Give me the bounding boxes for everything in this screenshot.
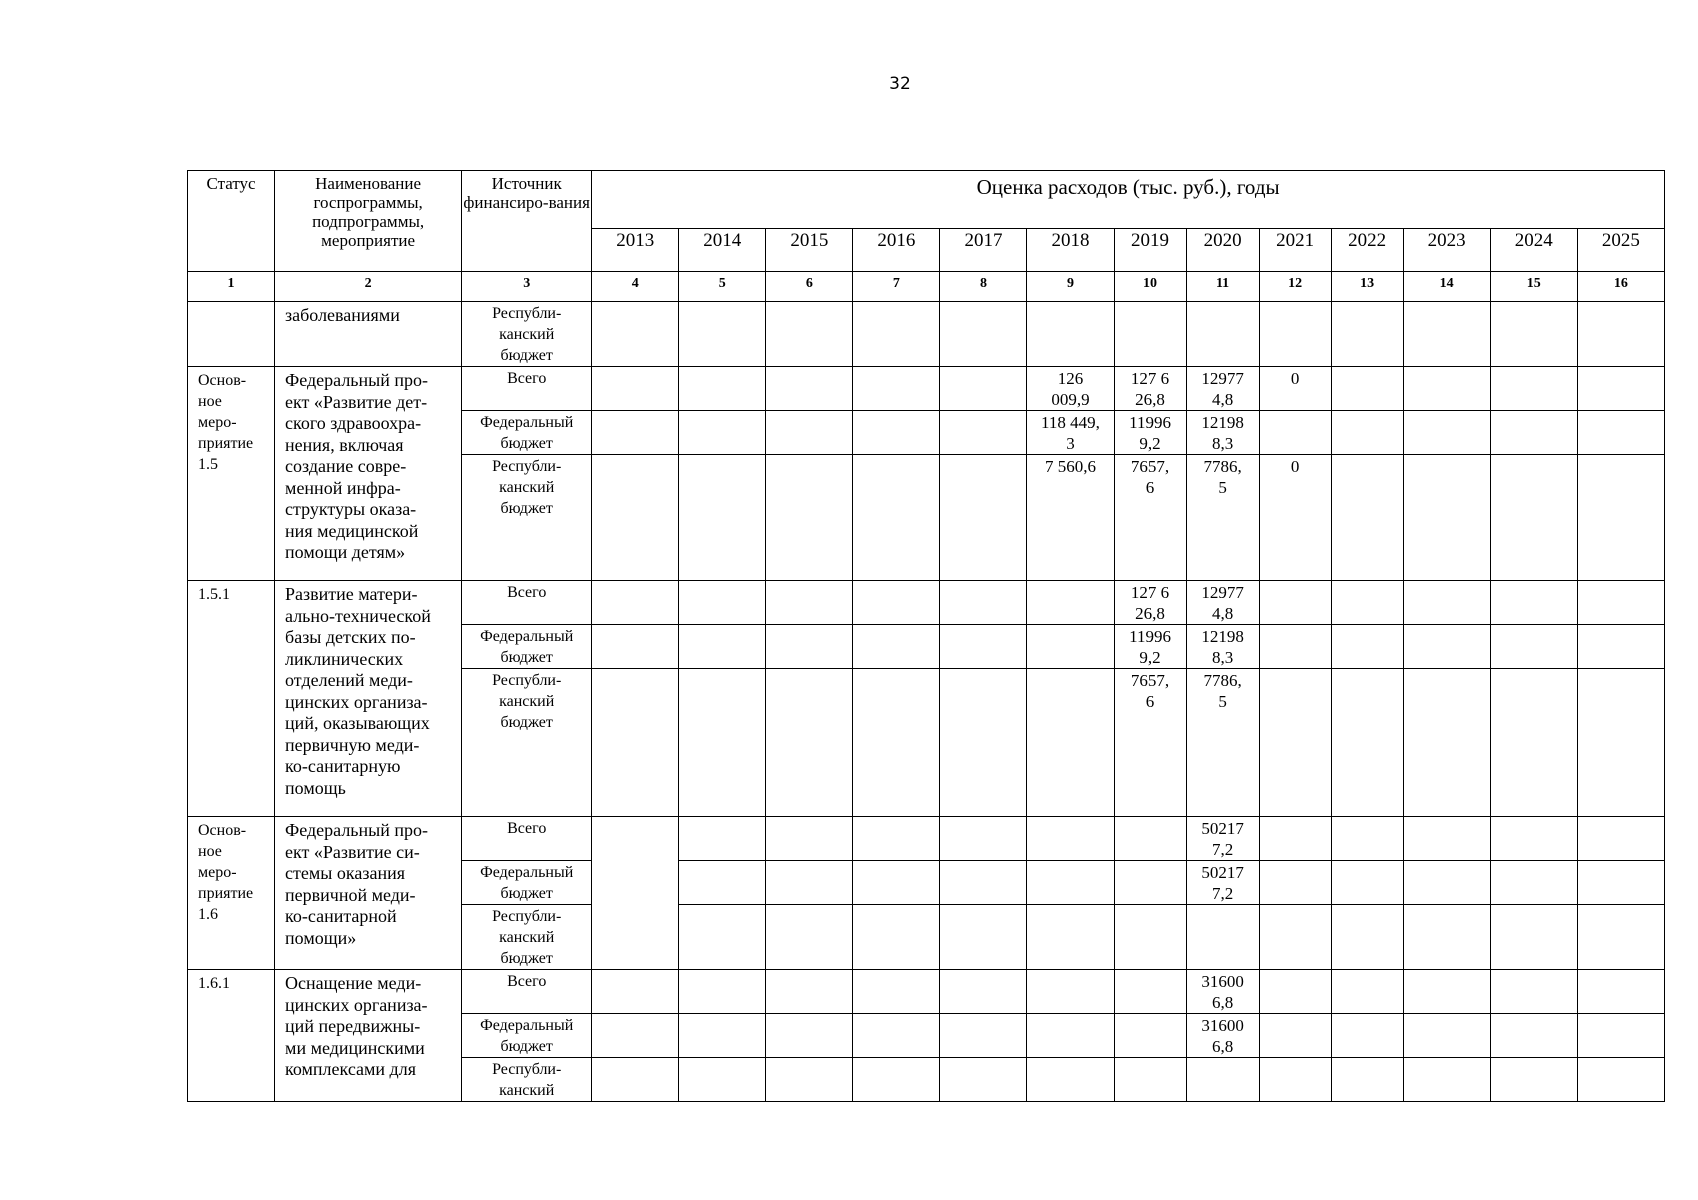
- value-cell: [853, 302, 940, 367]
- value-cell: [940, 411, 1027, 455]
- value-cell: [853, 411, 940, 455]
- value-cell: [1403, 455, 1490, 581]
- value-cell: 11996 9,2: [1114, 625, 1186, 669]
- funding-source-cell: Республи- канский бюджет: [462, 669, 592, 817]
- value-cell: [1259, 817, 1331, 861]
- value-cell: [1403, 1058, 1490, 1102]
- expenditure-table: [187, 170, 1665, 1102]
- value-cell: [766, 1014, 853, 1058]
- value-cell: [1259, 905, 1331, 970]
- value-cell: [853, 367, 940, 411]
- value-cell: [592, 411, 679, 455]
- value-cell: [1186, 302, 1259, 367]
- value-cell: [1490, 905, 1577, 970]
- value-cell: [679, 1058, 766, 1102]
- value-cell: [940, 581, 1027, 625]
- value-cell: [679, 669, 766, 817]
- value-cell: [1490, 669, 1577, 817]
- header-row-1: [188, 171, 1665, 229]
- funding-source-cell: Республи- канский бюджет: [462, 302, 592, 367]
- column-number-cell: 10: [1114, 272, 1186, 302]
- value-cell: [1490, 367, 1577, 411]
- value-cell: 12977 4,8: [1186, 581, 1259, 625]
- value-cell: [940, 367, 1027, 411]
- year-header-cell: 2022: [1331, 229, 1403, 272]
- value-cell: [1403, 367, 1490, 411]
- value-cell: [1403, 970, 1490, 1014]
- funding-source-cell: Всего: [462, 970, 592, 1014]
- value-cell: [1331, 970, 1403, 1014]
- value-cell: [766, 411, 853, 455]
- year-header-cell: 2018: [1027, 229, 1114, 272]
- value-cell: [1490, 1058, 1577, 1102]
- column-number-row: [188, 272, 1665, 302]
- value-cell: [1331, 861, 1403, 905]
- funding-source-cell: Федеральный бюджет: [462, 625, 592, 669]
- value-cell: [766, 302, 853, 367]
- value-cell: [1186, 905, 1259, 970]
- value-cell: [1259, 302, 1331, 367]
- value-cell: [1490, 581, 1577, 625]
- value-cell: [1577, 1014, 1664, 1058]
- value-cell: [853, 905, 940, 970]
- value-cell: [592, 367, 679, 411]
- value-cell: [592, 625, 679, 669]
- value-cell: [1259, 1058, 1331, 1102]
- value-cell: [1027, 581, 1114, 625]
- value-cell: [1403, 625, 1490, 669]
- value-cell: [679, 625, 766, 669]
- funding-source-cell: Федеральный бюджет: [462, 1014, 592, 1058]
- value-cell: 7 560,6: [1027, 455, 1114, 581]
- value-cell: [1577, 669, 1664, 817]
- value-cell: [1403, 905, 1490, 970]
- column-number-cell: 16: [1577, 272, 1664, 302]
- value-cell: [1027, 669, 1114, 817]
- column-number-cell: 8: [940, 272, 1027, 302]
- value-cell: [1490, 1014, 1577, 1058]
- value-cell: [1577, 817, 1664, 861]
- value-cell: [1490, 625, 1577, 669]
- program-name-cell: Оснащение меди- цинских организа- ций передвижны- ми медицинскими комплексами для: [275, 970, 462, 1102]
- value-cell: 7657, 6: [1114, 455, 1186, 581]
- value-cell: [592, 1014, 679, 1058]
- table-row: [188, 581, 1665, 625]
- program-name-cell: Развитие матери- ально-технической базы детских по- ликлинических отделений меди- цинских организа- ций, оказывающих первичную меди- ко-санитарную помощь: [275, 581, 462, 817]
- value-cell: [853, 581, 940, 625]
- column-number-cell: 5: [679, 272, 766, 302]
- value-cell: [1027, 905, 1114, 970]
- value-cell: 0: [1259, 455, 1331, 581]
- value-cell: [679, 817, 766, 861]
- value-cell: [1331, 905, 1403, 970]
- value-cell: [853, 455, 940, 581]
- value-cell: [1577, 905, 1664, 970]
- value-cell: [592, 669, 679, 817]
- value-cell: [853, 1058, 940, 1102]
- year-header-cell: 2014: [679, 229, 766, 272]
- value-cell: [592, 1058, 679, 1102]
- value-cell: [1027, 1014, 1114, 1058]
- value-cell: 31600 6,8: [1186, 970, 1259, 1014]
- value-cell: [940, 970, 1027, 1014]
- status-cell: 1.5.1: [188, 581, 275, 817]
- value-cell: [1259, 669, 1331, 817]
- funding-source-cell: Федеральный бюджет: [462, 411, 592, 455]
- value-cell: [940, 1014, 1027, 1058]
- value-cell: [1114, 970, 1186, 1014]
- value-cell: 7657, 6: [1114, 669, 1186, 817]
- source-header: Источник финансиро-вания: [462, 171, 592, 272]
- value-cell: 127 6 26,8: [1114, 367, 1186, 411]
- value-cell: [766, 455, 853, 581]
- value-cell: [1259, 861, 1331, 905]
- status-cell: Основ- ное меро- приятие 1.6: [188, 817, 275, 970]
- column-number-cell: 3: [462, 272, 592, 302]
- column-number-cell: 13: [1331, 272, 1403, 302]
- column-number-cell: 4: [592, 272, 679, 302]
- value-cell: 12198 8,3: [1186, 411, 1259, 455]
- value-cell: [1114, 302, 1186, 367]
- value-cell: [592, 970, 679, 1014]
- value-cell: [1403, 669, 1490, 817]
- value-cell: [1186, 1058, 1259, 1102]
- value-cell: [1577, 302, 1664, 367]
- status-cell: 1.6.1: [188, 970, 275, 1102]
- column-number-cell: 11: [1186, 272, 1259, 302]
- year-header-cell: 2025: [1577, 229, 1664, 272]
- value-cell: [679, 411, 766, 455]
- value-cell: [679, 455, 766, 581]
- funding-source-cell: Всего: [462, 367, 592, 411]
- value-cell: [1403, 581, 1490, 625]
- value-cell: [1577, 411, 1664, 455]
- value-cell: [940, 455, 1027, 581]
- value-cell: [1577, 455, 1664, 581]
- value-cell: [1259, 625, 1331, 669]
- program-name-cell: Федеральный про- ект «Развитие дет- ского здравоохра- нения, включая создание совре- менной инфра- структуры оказа- ния медицинской помощи детям»: [275, 367, 462, 581]
- value-cell: [766, 367, 853, 411]
- funding-source-cell: Всего: [462, 581, 592, 625]
- year-header-cell: 2016: [853, 229, 940, 272]
- value-cell: [1490, 861, 1577, 905]
- value-cell: 12977 4,8: [1186, 367, 1259, 411]
- value-cell: [940, 669, 1027, 817]
- value-cell: [853, 817, 940, 861]
- column-number-cell: 12: [1259, 272, 1331, 302]
- value-cell: [592, 302, 679, 367]
- status-cell: Основ- ное меро- приятие 1.5: [188, 367, 275, 581]
- year-header-cell: 2021: [1259, 229, 1331, 272]
- value-cell: [1403, 302, 1490, 367]
- value-cell: [1403, 411, 1490, 455]
- year-header-cell: 2024: [1490, 229, 1577, 272]
- value-cell: [1331, 367, 1403, 411]
- year-header-cell: 2013: [592, 229, 679, 272]
- value-cell: [1331, 302, 1403, 367]
- column-number-cell: 7: [853, 272, 940, 302]
- value-cell: [679, 1014, 766, 1058]
- value-cell: [1027, 817, 1114, 861]
- value-cell: [1027, 970, 1114, 1014]
- value-cell: [1027, 625, 1114, 669]
- value-cell: [679, 970, 766, 1014]
- program-name-cell: заболеваниями: [275, 302, 462, 367]
- value-cell: [1577, 367, 1664, 411]
- value-cell: 31600 6,8: [1186, 1014, 1259, 1058]
- value-cell: [592, 817, 679, 970]
- value-cell: [679, 367, 766, 411]
- column-number-cell: 9: [1027, 272, 1114, 302]
- year-header-cell: 2019: [1114, 229, 1186, 272]
- value-cell: 12198 8,3: [1186, 625, 1259, 669]
- value-cell: [592, 455, 679, 581]
- year-header-cell: 2023: [1403, 229, 1490, 272]
- year-header-cell: 2017: [940, 229, 1027, 272]
- value-cell: [679, 905, 766, 970]
- value-cell: [1331, 1014, 1403, 1058]
- funding-source-cell: Федеральный бюджет: [462, 861, 592, 905]
- value-cell: 7786, 5: [1186, 669, 1259, 817]
- value-cell: 11996 9,2: [1114, 411, 1186, 455]
- value-cell: [1027, 302, 1114, 367]
- value-cell: [1027, 1058, 1114, 1102]
- table-row: [188, 367, 1665, 411]
- value-cell: [1259, 1014, 1331, 1058]
- value-cell: [1114, 817, 1186, 861]
- page-number: 32: [889, 74, 911, 94]
- value-cell: [1259, 581, 1331, 625]
- value-cell: [940, 625, 1027, 669]
- value-cell: [1114, 1014, 1186, 1058]
- program-name-cell: Федеральный про- ект «Развитие си- стемы оказания первичной меди- ко-санитарной помощи»: [275, 817, 462, 970]
- value-cell: 50217 7,2: [1186, 817, 1259, 861]
- value-cell: [1259, 411, 1331, 455]
- value-cell: [1490, 970, 1577, 1014]
- value-cell: [940, 302, 1027, 367]
- column-number-cell: 1: [188, 272, 275, 302]
- value-cell: [853, 970, 940, 1014]
- funding-source-cell: Республи- канский бюджет: [462, 905, 592, 970]
- value-cell: [1490, 302, 1577, 367]
- value-cell: [1259, 970, 1331, 1014]
- value-cell: [1490, 455, 1577, 581]
- value-cell: [1114, 905, 1186, 970]
- value-cell: [1403, 1014, 1490, 1058]
- table-row: [188, 970, 1665, 1014]
- value-cell: 0: [1259, 367, 1331, 411]
- table-row: [188, 302, 1665, 367]
- value-cell: [853, 625, 940, 669]
- value-cell: [766, 817, 853, 861]
- value-cell: [766, 905, 853, 970]
- funding-source-cell: Всего: [462, 817, 592, 861]
- column-number-cell: 2: [275, 272, 462, 302]
- value-cell: [679, 581, 766, 625]
- value-cell: [766, 970, 853, 1014]
- value-cell: 7786, 5: [1186, 455, 1259, 581]
- name-header: Наименование госпрограммы, подпрограммы, мероприятие: [275, 171, 462, 272]
- value-cell: [766, 625, 853, 669]
- value-cell: [1403, 861, 1490, 905]
- value-cell: [766, 581, 853, 625]
- value-cell: 118 449, 3: [1027, 411, 1114, 455]
- status-cell: [188, 302, 275, 367]
- status-header: Статус: [188, 171, 275, 272]
- value-cell: [1331, 669, 1403, 817]
- funding-source-cell: Республи- канский: [462, 1058, 592, 1102]
- value-cell: [940, 817, 1027, 861]
- funding-source-cell: Республи- канский бюджет: [462, 455, 592, 581]
- value-cell: [1331, 817, 1403, 861]
- value-cell: [853, 669, 940, 817]
- value-cell: [940, 861, 1027, 905]
- value-cell: [1577, 625, 1664, 669]
- value-cell: [1577, 861, 1664, 905]
- value-cell: [766, 669, 853, 817]
- value-cell: [1331, 455, 1403, 581]
- value-cell: [1577, 581, 1664, 625]
- year-header-cell: 2020: [1186, 229, 1259, 272]
- column-number-cell: 14: [1403, 272, 1490, 302]
- value-cell: [766, 1058, 853, 1102]
- value-cell: [940, 905, 1027, 970]
- value-cell: 50217 7,2: [1186, 861, 1259, 905]
- value-cell: 126 009,9: [1027, 367, 1114, 411]
- table-row: [188, 817, 1665, 861]
- value-cell: [853, 861, 940, 905]
- value-cell: [1331, 581, 1403, 625]
- value-cell: [1027, 861, 1114, 905]
- value-cell: [1114, 1058, 1186, 1102]
- value-cell: [1577, 1058, 1664, 1102]
- value-cell: [679, 861, 766, 905]
- value-cell: [1403, 817, 1490, 861]
- year-header-cell: 2015: [766, 229, 853, 272]
- value-cell: [1577, 970, 1664, 1014]
- value-cell: [766, 861, 853, 905]
- value-cell: [1331, 411, 1403, 455]
- value-cell: [1490, 817, 1577, 861]
- value-cell: [1331, 625, 1403, 669]
- expenses-title: Оценка расходов (тыс. руб.), годы: [592, 171, 1665, 229]
- value-cell: [940, 1058, 1027, 1102]
- value-cell: [1490, 411, 1577, 455]
- value-cell: [592, 581, 679, 625]
- value-cell: [853, 1014, 940, 1058]
- value-cell: 127 6 26,8: [1114, 581, 1186, 625]
- value-cell: [679, 302, 766, 367]
- value-cell: [1331, 1058, 1403, 1102]
- value-cell: [1114, 861, 1186, 905]
- column-number-cell: 6: [766, 272, 853, 302]
- column-number-cell: 15: [1490, 272, 1577, 302]
